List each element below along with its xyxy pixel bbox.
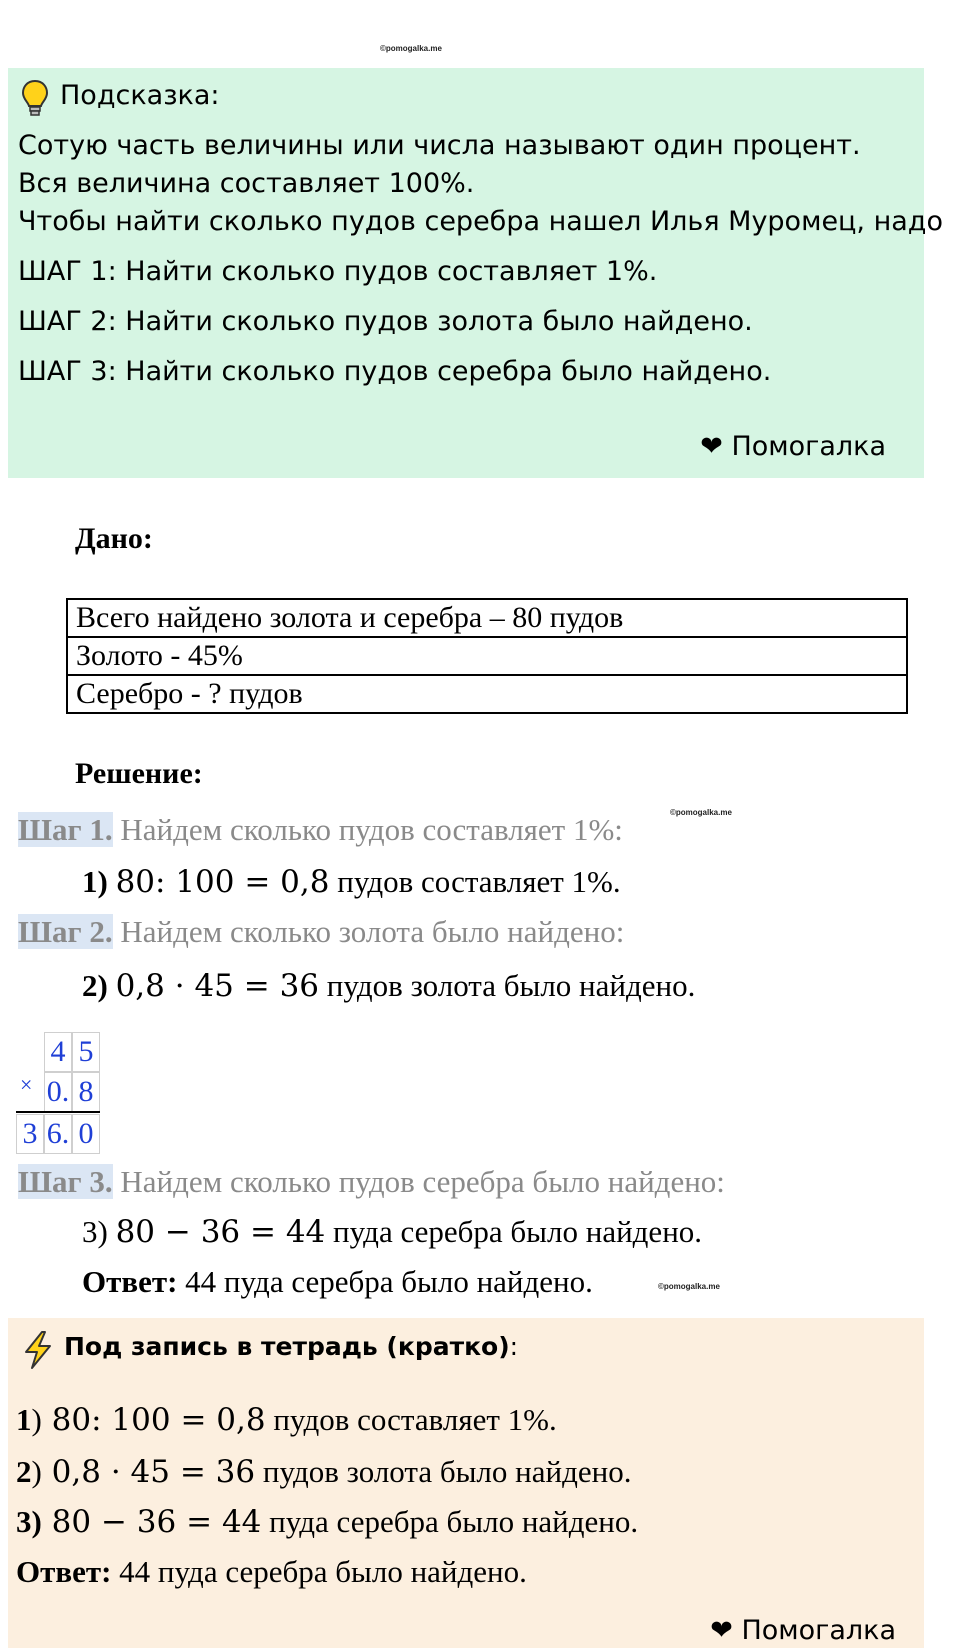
note-1-num: 1	[16, 1402, 32, 1437]
given-title: Дано:	[75, 522, 153, 555]
work-2-text: пудов золота было найдено.	[319, 968, 696, 1003]
hint-line-2: Вся величина составляет 100%.	[18, 168, 475, 199]
mult-digit: 4	[44, 1032, 72, 1072]
note-2-paren: )	[31, 1454, 42, 1489]
work-1-expr: 80: 100 = 0,8	[115, 864, 330, 900]
work-2-expr: 0,8 · 45 = 36	[115, 968, 320, 1004]
brand-name: Помогалка	[741, 1615, 896, 1646]
mult-digit: 3	[16, 1114, 44, 1154]
note-1-paren: )	[31, 1402, 42, 1437]
note-3-num: 3)	[16, 1504, 42, 1539]
note-line-2	[16, 1454, 631, 1490]
table-row	[67, 637, 907, 675]
mult-underline	[16, 1111, 100, 1113]
note-3-expr: 80 − 36 = 44	[41, 1504, 262, 1540]
step-1-label: Шаг 1.	[18, 812, 113, 847]
given-table	[66, 598, 908, 714]
multiply-sign: ×	[20, 1072, 33, 1097]
work-line-2	[82, 968, 695, 1004]
hint-step-1-text: Найти сколько пудов составляет 1%.	[125, 256, 658, 287]
answer-text: 44 пуда серебра было найдено.	[177, 1264, 593, 1299]
work-2-num: 2)	[82, 968, 108, 1003]
note-line-3	[16, 1504, 638, 1540]
work-3-num: 3)	[82, 1214, 108, 1249]
notebook-title-text: Под запись в тетрадь (кратко)	[64, 1332, 510, 1361]
hint-step-1	[18, 256, 657, 287]
step-2-text: Найдем сколько золота было найдено:	[112, 914, 625, 949]
note-line-1	[16, 1402, 557, 1438]
brand-name: Помогалка	[731, 431, 886, 462]
hint-line-3: Чтобы найти сколько пудов серебра нашел Илья Муромец, надо	[18, 206, 943, 237]
lightbulb-icon	[20, 78, 50, 118]
column-multiplication	[16, 1032, 100, 1152]
note-answer	[16, 1554, 527, 1590]
mult-digit: 0	[72, 1114, 100, 1154]
step-1-heading	[18, 812, 623, 848]
notebook-title-colon: :	[509, 1332, 519, 1361]
hint-step-3-text: Найти сколько пудов серебра было найдено.	[125, 356, 772, 387]
watermark-bottom: ©pomogalka.me	[658, 1282, 720, 1291]
step-2-label: Шаг 2.	[18, 914, 113, 949]
note-3-text: пуда серебра было найдено.	[261, 1504, 639, 1539]
note-2-expr: 0,8 · 45 = 36	[41, 1454, 256, 1490]
note-1-text: пудов составляет 1%.	[265, 1402, 557, 1437]
mult-digit: 8	[72, 1072, 100, 1112]
given-row-3: Серебро - ? пудов	[67, 675, 907, 713]
work-3-text: пуда серебра было найдено.	[325, 1214, 703, 1249]
table-row	[67, 599, 907, 637]
hint-step-2	[18, 306, 753, 337]
answer-label: Ответ:	[82, 1264, 178, 1299]
lightning-icon	[20, 1330, 56, 1370]
mult-digit: 0.	[44, 1072, 72, 1112]
work-line-1	[82, 864, 621, 900]
hint-step-1-label: ШАГ 1:	[18, 256, 117, 287]
table-row	[67, 675, 907, 713]
note-2-text: пудов золота было найдено.	[255, 1454, 632, 1489]
step-1-text: Найдем сколько пудов составляет 1%:	[112, 812, 623, 847]
brand-signature-bottom	[710, 1615, 896, 1646]
work-3-expr: 80 − 36 = 44	[115, 1214, 326, 1250]
mult-digit: 6.	[44, 1114, 72, 1154]
step-2-heading	[18, 914, 624, 950]
watermark-top: ©pomogalka.me	[380, 44, 442, 53]
notebook-box	[8, 1318, 924, 1648]
hint-box	[8, 68, 943, 478]
note-answer-label: Ответ:	[16, 1554, 112, 1589]
watermark-mid: ©pomogalka.me	[670, 808, 732, 817]
hint-step-2-text: Найти сколько пудов золота было найдено.	[125, 306, 753, 337]
answer-line	[82, 1264, 593, 1300]
brand-signature	[700, 431, 886, 462]
note-2-num: 2	[16, 1454, 32, 1489]
hint-title: Подсказка:	[60, 80, 220, 111]
hint-line-1: Сотую часть величины или числа называют один процент.	[18, 130, 861, 161]
notebook-title	[64, 1332, 518, 1361]
given-row-2: Золото - 45%	[67, 637, 907, 675]
note-answer-text: 44 пуда серебра было найдено.	[111, 1554, 527, 1589]
heart-icon: ❤	[700, 431, 723, 462]
step-3-heading	[18, 1164, 725, 1200]
work-1-num: 1)	[82, 864, 108, 899]
hint-step-2-label: ШАГ 2:	[18, 306, 117, 337]
work-1-text: пудов составляет 1%.	[329, 864, 621, 899]
given-row-1: Всего найдено золота и серебра – 80 пудов	[67, 599, 907, 637]
solution-title: Решение:	[75, 757, 203, 790]
note-1-expr: 80: 100 = 0,8	[41, 1402, 266, 1438]
work-line-3	[82, 1214, 702, 1250]
hint-step-3-label: ШАГ 3:	[18, 356, 117, 387]
heart-icon: ❤	[710, 1615, 733, 1646]
step-3-text: Найдем сколько пудов серебра было найдено:	[112, 1164, 725, 1199]
mult-digit: 5	[72, 1032, 100, 1072]
hint-step-3	[18, 356, 771, 387]
step-3-label: Шаг 3.	[18, 1164, 113, 1199]
